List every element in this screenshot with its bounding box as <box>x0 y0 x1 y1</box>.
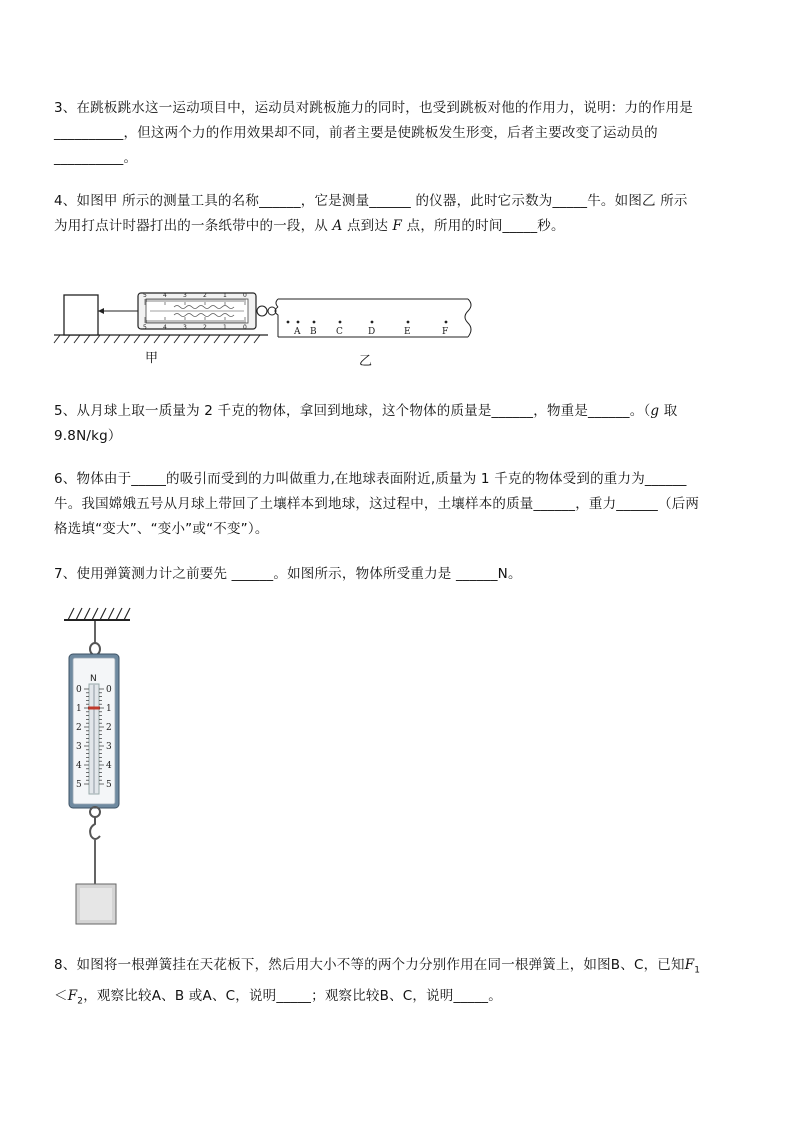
q4-line-2-b: 点到达 <box>342 218 393 234</box>
q4-line-1: 4、如图甲 所示的测量工具的名称______，它是测量______ 的仪器，此时它示数为_____牛。如图乙 所示 <box>54 193 688 209</box>
scale-unit-label: N <box>90 674 97 684</box>
tick-left-2: 2 <box>76 723 82 733</box>
tick-right-1: 1 <box>106 704 112 714</box>
block <box>64 295 98 335</box>
less-than-sign: ＜ <box>54 987 68 1004</box>
point-f-label: F <box>392 218 403 234</box>
q5-line-1-a: 5、从月球上取一质量为 2 千克的物体，拿回到地球，这个物体的质量是______，物重是______。（ <box>54 403 651 419</box>
question-4 <box>54 189 742 239</box>
figure-jia-caption: 甲 <box>145 351 159 366</box>
scale-bottom-tick-5: 0 <box>243 324 247 331</box>
question-3 <box>54 96 742 171</box>
g-symbol: g <box>650 403 660 419</box>
q8-line-1 <box>54 953 742 984</box>
q3-line-1: 3、在跳板跳水这一运动项目中，运动员对跳板施力的同时，也受到跳板对他的作用力，说明：力的作用是 <box>54 100 693 116</box>
q3-line-3: __________。 <box>54 150 138 166</box>
q5-line-1-b: 取 <box>659 403 678 419</box>
q6-line-1: 6、物体由于_____的吸引而受到的力叫做重力,在地球表面附近,质量为 1 千克的物体受到的重力为______ <box>54 471 687 487</box>
q7-line-1: 7、使用弹簧测力计之前要先 ______。如图所示，物体所受重力是 ______N。 <box>54 566 522 582</box>
tick-left-0: 0 <box>76 685 82 695</box>
scale-top-tick-0: 5 <box>143 292 147 299</box>
tick-left-4: 4 <box>76 761 82 771</box>
question-5 <box>54 399 742 449</box>
tape-point-d: D <box>368 327 376 337</box>
tape-point-c: C <box>336 327 343 337</box>
f1-subscript: 1 <box>694 965 701 976</box>
figure-jia-yi-svg <box>50 285 480 347</box>
figure-spring-scale-vertical <box>58 604 138 930</box>
tick-right-0: 0 <box>106 685 112 695</box>
tick-right-2: 2 <box>106 723 112 733</box>
figure-yi-caption: 乙 <box>359 354 373 369</box>
paper-tape <box>275 299 471 337</box>
q8-line-1-a: 8、如图将一根弹簧挂在天花板下，然后用大小不等的两个力分别作用在同一根弹簧上，如图B、C，已知 <box>54 957 685 973</box>
tick-left-1: 1 <box>76 704 82 714</box>
q4-line-2-a: 为用打点计时器打出的一条纸带中的一段，从 <box>54 218 333 234</box>
tape-point-a: A <box>294 327 301 337</box>
tick-right-5: 5 <box>106 780 112 790</box>
q8-line-2-b: ，观察比较A、B 或A、C，说明_____；观察比较B、C，说明_____。 <box>83 987 502 1004</box>
q6-line-3: 格选填“变大”、“变小”或“不变”）。 <box>54 521 269 537</box>
f1-symbol: F <box>684 957 695 973</box>
scale-top-tick-5: 0 <box>243 292 247 299</box>
scale-top-tick-2: 3 <box>183 292 187 299</box>
f2-subscript: 2 <box>77 996 84 1007</box>
question-8 <box>54 953 742 1014</box>
tick-right-3: 3 <box>106 742 112 752</box>
question-7 <box>54 562 742 587</box>
scale-top-tick-1: 4 <box>163 292 167 299</box>
q6-line-2: 牛。我国嫦娥五号从月球上带回了土壤样本到地球，这过程中，土壤样本的质量______，重力______（后两 <box>54 496 700 512</box>
q4-line-2 <box>54 214 742 239</box>
q5-line-2: 9.8N/kg） <box>54 428 122 444</box>
q8-line-2 <box>54 984 742 1015</box>
scale-top-tick-3: 2 <box>203 292 207 299</box>
tape-point-e: E <box>404 327 411 337</box>
tick-left-3: 3 <box>76 742 82 752</box>
tape-point-b: B <box>310 327 317 337</box>
scale-bottom-tick-2: 3 <box>183 324 187 331</box>
tick-left-5: 5 <box>76 780 82 790</box>
tape-point-f: F <box>442 327 449 337</box>
scale-bottom-tick-3: 2 <box>203 324 207 331</box>
spring-scale-vertical-svg <box>58 604 138 930</box>
figure-jia-yi <box>50 285 480 347</box>
q4-line-2-c: 点，所用的时间_____秒。 <box>402 218 565 234</box>
spring-scale-horizontal <box>138 292 276 331</box>
scale-indicator <box>88 707 100 710</box>
f2-symbol: F <box>67 987 78 1004</box>
scale-bottom-tick-4: 1 <box>223 324 227 331</box>
q3-line-2: __________，但这两个力的作用效果却不同，前者主要是使跳板发生形变，后者主要改变了运动员的 <box>54 125 658 141</box>
point-a-label: A <box>332 218 343 234</box>
tick-right-4: 4 <box>106 761 112 771</box>
question-6 <box>54 467 742 542</box>
scale-bottom-tick-0: 5 <box>143 324 147 331</box>
q5-line-1 <box>54 399 742 424</box>
scale-bottom-tick-1: 4 <box>163 324 167 331</box>
scale-top-tick-4: 1 <box>223 292 227 299</box>
